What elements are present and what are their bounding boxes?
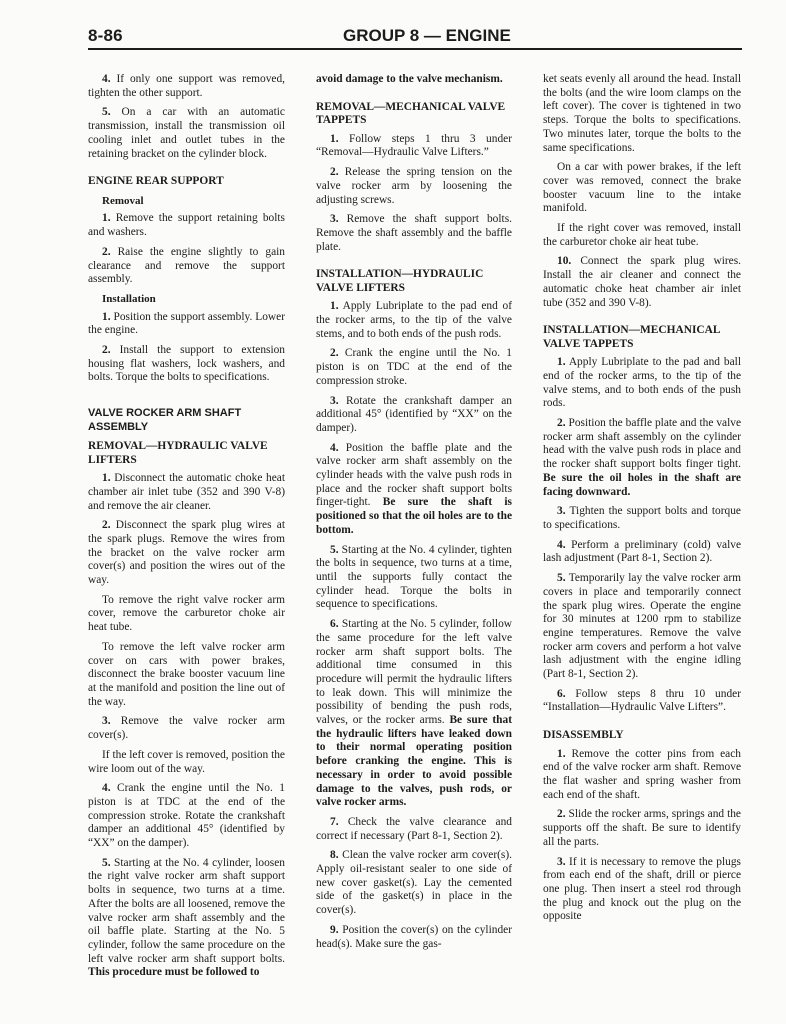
group-title: GROUP 8 — ENGINE [343,26,511,45]
paragraph: 1. Remove the support retaining bolts and washers. [88,212,285,239]
paragraph: 2. Install the support to extension housing flat washers, lock washers, and bolts. Torque the bolts to specifications. [88,344,285,384]
paragraph-continued: ket seats evenly all around the head. Install the bolts (and the wire loom clamps on the left cover). The cover is tightened in two steps. Torque the bolts to specifications. Two minutes later, torque the bolts to the same specifications. [543,73,741,154]
column-1 [88,73,285,1003]
paragraph-continued: avoid damage to the valve mechanism. [316,73,503,85]
paragraph: 7. Check the valve clearance and correct if necessary (Part 8-1, Section 2). [316,815,512,842]
paragraph: 4. If only one support was removed, tighten the other support. [88,73,285,99]
paragraph: 4. Position the baffle plate and the valve rocker arm shaft assembly on the cylinder heads with the valve push rods in place and the rocker shaft support bolts finger-tight. Be sure the shaft is positioned so that the oil holes are to the bottom. [316,441,512,536]
paragraph: 1. Remove the cotter pins from each end of the valve rocker arm shaft. Remove the flat washer and spring washer from each end of the shaft. [543,747,741,801]
paragraph: If the right cover was removed, install the carburetor choke air heat tube. [543,222,741,248]
paragraph: If the left cover is removed, position the wire loom out of the way. [88,748,285,775]
paragraph: On a car with power brakes, if the left cover was removed, connect the brake booster vacuum line to the intake manifold. [543,161,741,215]
paragraph: 4. Perform a preliminary (cold) valve lash adjustment (Part 8-1, Section 2). [543,538,741,565]
paragraph: 1. Apply Lubriplate to the pad end of the rocker arms, to the tip of the valve stems, and to both ends of the push rods. [316,300,512,340]
paragraph: 10. Connect the spark plug wires. Install the air cleaner and connect the automatic choke heat chamber air inlet tube (352 and 390 V-8). [543,255,741,309]
paragraph: 2. Slide the rocker arms, springs and the supports off the shaft. Be sure to identify all the parts. [543,808,741,848]
paragraph: 2. Disconnect the spark plug wires at the spark plugs. Remove the wires from the bracket on the valve rocker arm cover(s) and position the wires out of the way. [88,519,285,587]
paragraph: 4. Crank the engine until the No. 1 piston is at TDC at the end of the compression stroke. Rotate the crankshaft damper an additional 45° (identified by “XX” on the damper). [88,782,285,850]
paragraph: 2. Release the spring tension on the valve rocker arm by loosening the adjusting screws. [316,166,512,206]
paragraph: 8. Clean the valve rocker arm cover(s). Apply oil-resistant sealer to one side of new cover gasket(s). Lay the cemented side of the gasket(s) in place in the cover(s). [316,849,512,917]
paragraph: 1. Position the support assembly. Lower the engine. [88,310,285,337]
section-heading-removal-mechanical: REMOVAL—MECHANICAL VALVE TAPPETS [316,100,506,127]
section-heading-installation-mechanical: INSTALLATION—MECHANICAL VALVE TAPPETS [543,324,720,350]
section-heading-engine-rear-support: ENGINE REAR SUPPORT [88,175,224,188]
paragraph: 3. If it is necessary to remove the plugs from each end of the shaft, drill or pierce one plug. Then insert a steel rod through the plug and knock out the plug on the opposite [543,855,741,923]
paragraph: 3. Remove the shaft support bolts. Remove the shaft assembly and the baffle plate. [316,213,512,253]
paragraph: 3. Tighten the support bolts and torque to specifications. [543,505,741,531]
major-heading-valve-rocker-arm-shaft: VALVE ROCKER ARM SHAFT ASSEMBLY [88,407,242,433]
page-header [88,24,742,50]
paragraph: 1. Disconnect the automatic choke heat chamber air inlet tube (352 and 390 V-8) and remove the air cleaner. [88,472,285,512]
column-3 [543,73,741,1003]
column-2 [316,73,512,1003]
subheading-removal: Removal [102,194,144,207]
paragraph: 3. Remove the valve rocker arm cover(s). [88,715,285,742]
paragraph: 2. Raise the engine slightly to gain clearance and remove the support assembly. [88,245,285,286]
paragraph: 2. Position the baffle plate and the valve rocker arm shaft assembly on the cylinder head with the valve push rods in place and the rocker shaft support bolts finger tight. Be sure the oil holes in the shaft are facing downward. [543,417,741,498]
paragraph: 2. Crank the engine until the No. 1 piston is on TDC at the end of the compression stroke. [316,347,512,387]
page-number: 8-86 [88,26,123,45]
paragraph: 6. Starting at the No. 5 cylinder, follow the same procedure for the left valve rocker arm shaft support bolts. The additional time consumed in this procedure will permit the hydraulic lifters to leak down. This will minimize the possibility of bending the push rods, valves, or the rocker arms. Be sure that the hydraulic lifters have leaked down to their normal operating position before cranking the engine. This is necessary in order to avoid possible damage to the valves, push rods, or valve rocker arms. [316,618,512,809]
section-heading-disassembly: DISASSEMBLY [543,729,624,742]
paragraph: To remove the right valve rocker arm cover, remove the carburetor choke air heat tube. [88,593,285,634]
subheading-installation: Installation [102,292,156,305]
paragraph: 5. Temporarily lay the valve rocker arm covers in place and temporarily connect the spark plug wires. Operate the engine for 30 minutes at 1200 rpm to stabilize engine temperatures. Remove the valve rocker arm covers and perform a hot valve lash adjustment with the engine idling (Part 8-1, Section 2). [543,572,741,681]
paragraph: 1. Apply Lubriplate to the pad and ball end of the rocker arms, to the tip of the valve stems, and to both ends of the push rods. [543,356,741,410]
paragraph: 6. Follow steps 8 thru 10 under “Installation—Hydraulic Valve Lifters”. [543,687,741,714]
paragraph: 1. Follow steps 1 thru 3 under “Removal—Hydraulic Valve Lifters.” [316,132,512,159]
section-heading-installation-hydraulic: INSTALLATION—HYDRAULIC VALVE LIFTERS [316,268,484,294]
paragraph: 5. Starting at the No. 4 cylinder, loosen the right valve rocker arm shaft support bolts in sequence, two turns at a time. After the bolts are all loosened, remove the valve rocker arm shaft assembly and the oil baffle plate. Starting at the No. 5 cylinder, follow the same procedure on the left valve rocker arm shaft support bolts. This procedure must be followed to [88,856,285,979]
paragraph: 3. Rotate the crankshaft damper an additional 45° (identified by “XX” on the damper). [316,394,512,434]
paragraph: 5. On a car with an automatic transmission, install the transmission oil cooling inlet and outlet tubes in the retaining bracket on the cylinder block. [88,106,285,160]
paragraph: To remove the left valve rocker arm cover on cars with power brakes, disconnect the brake booster vacuum line at the manifold and position the line out of the way. [88,640,285,708]
paragraph: 9. Position the cover(s) on the cylinder head(s). Make sure the gas- [316,923,512,950]
section-heading-removal-hydraulic: REMOVAL—HYDRAULIC VALVE LIFTERS [88,440,268,466]
paragraph: 5. Starting at the No. 4 cylinder, tighten the bolts in sequence, two turns at a time, until the supports fully contact the cylinder head. Torque the bolts in sequence to specifications. [316,543,512,611]
